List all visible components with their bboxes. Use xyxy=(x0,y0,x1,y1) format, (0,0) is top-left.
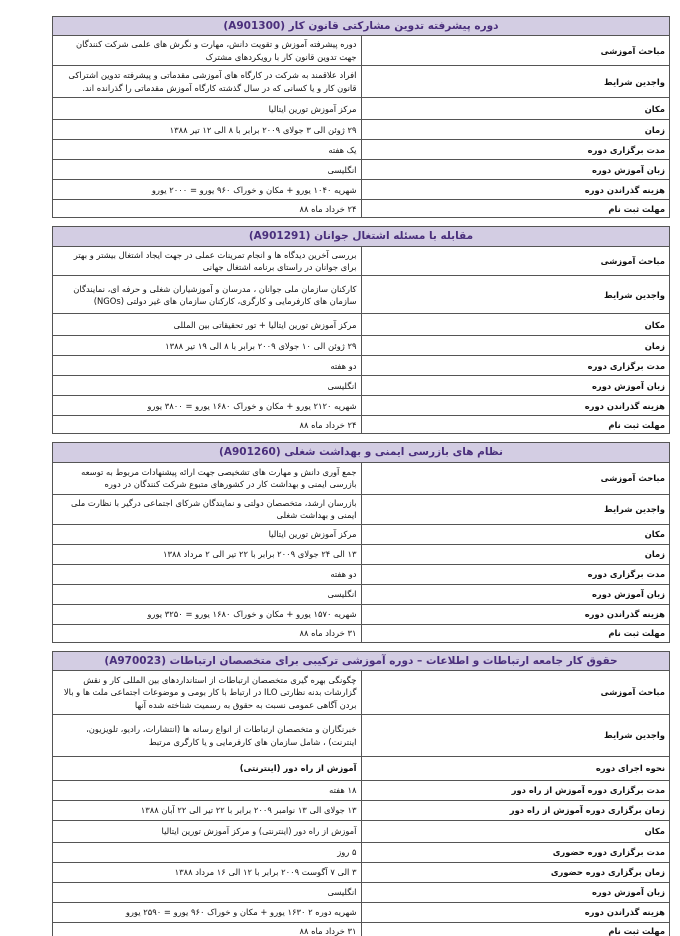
label-venue: مکان xyxy=(361,524,670,544)
label-deadline: مهلت ثبت نام xyxy=(361,200,670,218)
value-cost: شهریه ۱۰۴۰ یورو + مکان و خوراک ۹۶۰ یورو = ۲۰۰۰ یورو xyxy=(53,180,362,200)
label-topics: مباحث آموزشی xyxy=(361,246,670,276)
course-table-2 xyxy=(52,226,670,434)
label-cost: هزینه گذراندن دوره xyxy=(361,604,670,624)
value-eligibility: کارکنان سازمان ملی جوانان ، مدرسان و آموزشیاران شغلی و حرفه ای، نمایندگان سازمان های کارفرمایی و کارگری، کارکنان سازمان های غیر دولتی (NGOs) xyxy=(53,276,362,314)
course-title: مقابله با مسئله اشتغال جوانان (A901291) xyxy=(53,227,670,246)
label-distance-time: زمان برگزاری دوره آموزش از راه دور xyxy=(361,801,670,821)
value-language: انگلیسی xyxy=(53,584,362,604)
value-venue: آموزش از راه دور (اینترنتی) و مرکز آموزش تورین ایتالیا xyxy=(53,821,362,843)
value-time: ۲۹ ژوئن الی ۳ جولای ۲۰۰۹ برابر با ۸ الی ۱۲ تیر ۱۳۸۸ xyxy=(53,120,362,140)
label-cost: هزینه گذراندن دوره xyxy=(361,180,670,200)
label-time: زمان xyxy=(361,544,670,564)
label-eligibility: واجدین شرایط xyxy=(361,276,670,314)
label-language: زبان آموزش دوره xyxy=(361,584,670,604)
label-eligibility: واجدین شرایط xyxy=(361,494,670,524)
value-duration: دو هفته xyxy=(53,564,362,584)
value-topics: بررسی آخرین دیدگاه ها و انجام تمرینات عملی در جهت ایجاد اشتغال بیشتر و بهتر برای جوانان در راستای برنامه اشتغال جهانی xyxy=(53,246,362,276)
label-language: زبان آموزش دوره xyxy=(361,883,670,903)
course-table-1 xyxy=(52,16,670,218)
label-cost: هزینه گذراندن دوره xyxy=(361,903,670,923)
label-eligibility: واجدین شرایط xyxy=(361,66,670,98)
value-cost: شهریه ۱۵۷۰ یورو + مکان و خوراک ۱۶۸۰ یورو = ۳۲۵۰ یورو xyxy=(53,604,362,624)
value-deadline: ۲۴ خرداد ماه ۸۸ xyxy=(53,416,362,434)
label-distance-duration: مدت برگزاری دوره آموزش از راه دور xyxy=(361,781,670,801)
label-topics: مباحث آموزشی xyxy=(361,671,670,715)
label-cost: هزینه گذراندن دوره xyxy=(361,396,670,416)
value-topics: دوره پیشرفته آموزش و تقویت دانش، مهارت و نگرش های علمی شرکت کنندگان جهت تدوین قانون کار با رویکردهای مشترک xyxy=(53,36,362,66)
value-cost: شهریه ۲۱۲۰ یورو + مکان و خوراک ۱۶۸۰ یورو = ۳۸۰۰ یورو xyxy=(53,396,362,416)
value-time: ۱۳ الی ۲۴ جولای ۲۰۰۹ برابر با ۲۲ تیر الی ۲ مرداد ۱۳۸۸ xyxy=(53,544,362,564)
value-venue: مرکز آموزش تورین ایتالیا + تور تحقیقاتی بین المللی xyxy=(53,314,362,336)
label-venue: مکان xyxy=(361,821,670,843)
label-language: زبان آموزش دوره xyxy=(361,376,670,396)
label-language: زبان آموزش دوره xyxy=(361,160,670,180)
course-title: حقوق کار جامعه ارتباطات و اطلاعات – دوره آموزشی ترکیبی برای متخصصان ارتباطات (A970023) xyxy=(53,651,670,670)
label-mode: نحوه اجرای دوره xyxy=(361,757,670,781)
value-deadline: ۲۴ خرداد ماه ۸۸ xyxy=(53,200,362,218)
value-language: انگلیسی xyxy=(53,883,362,903)
label-duration: مدت برگزاری دوره xyxy=(361,140,670,160)
value-duration: یک هفته xyxy=(53,140,362,160)
value-deadline: ۳۱ خرداد ماه ۸۸ xyxy=(53,923,362,936)
label-eligibility: واجدین شرایط xyxy=(361,715,670,757)
value-inperson-duration: ۵ روز xyxy=(53,843,362,863)
value-cost: شهریه دوره ۲ ۱۶۳۰ یورو + مکان و خوراک ۹۶۰ یورو = ۲۵۹۰ یورو xyxy=(53,903,362,923)
value-inperson-time: ۳ الی ۷ آگوست ۲۰۰۹ برابر با ۱۲ الی ۱۶ مرداد ۱۳۸۸ xyxy=(53,863,362,883)
document-page xyxy=(52,16,670,936)
value-time: ۲۹ ژوئن الی ۱۰ جولای ۲۰۰۹ برابر با ۸ الی ۱۹ تیر ۱۳۸۸ xyxy=(53,336,362,356)
course-table-4 xyxy=(52,651,670,936)
label-deadline: مهلت ثبت نام xyxy=(361,923,670,936)
label-inperson-duration: مدت برگزاری دوره حضوری xyxy=(361,843,670,863)
value-venue: مرکز آموزش تورین ایتالیا xyxy=(53,98,362,120)
course-title: دوره پیشرفته تدوین مشارکتی قانون کار (A901300) xyxy=(53,17,670,36)
label-topics: مباحث آموزشی xyxy=(361,36,670,66)
value-topics: جمع آوری دانش و مهارت های تشخیصی جهت ارائه پیشنهادات مربوط به توسعه بازرسی ایمنی و بهداشت کار در کشورهای متبوع شرکت کنندگان در دوره xyxy=(53,462,362,494)
value-language: انگلیسی xyxy=(53,376,362,396)
label-deadline: مهلت ثبت نام xyxy=(361,624,670,642)
value-topics: چگونگی بهره گیری متخصصان ارتباطات از استانداردهای بین المللی کار و نقش گزارشات بدنه نظارتی ILO در ارتباط با کار بومی و موضوعات اجتماعی ملت ها و بالا بردن آگاهی عمومی نسبت به حقوق به رسمیت شناخته شده آنها xyxy=(53,671,362,715)
value-eligibility: بازرسان ارشد، متخصصان دولتی و نمایندگان شرکای اجتماعی درگیر با نظارت ملی ایمنی و بهداشت شغلی xyxy=(53,494,362,524)
value-eligibility: خبرنگاران و متخصصان ارتباطات از انواع رسانه ها (انتشارات، رادیو، تلویزیون، اینترنت) ، شامل سازمان های کارفرمایی و یا کارگری مرتبط xyxy=(53,715,362,757)
label-inperson-time: زمان برگزاری دوره حضوری xyxy=(361,863,670,883)
value-mode: آموزش از راه دور (اینترنتی) xyxy=(53,757,362,781)
label-venue: مکان xyxy=(361,314,670,336)
label-topics: مباحث آموزشی xyxy=(361,462,670,494)
value-distance-duration: ۱۸ هفته xyxy=(53,781,362,801)
label-deadline: مهلت ثبت نام xyxy=(361,416,670,434)
label-duration: مدت برگزاری دوره xyxy=(361,564,670,584)
value-deadline: ۳۱ خرداد ماه ۸۸ xyxy=(53,624,362,642)
label-time: زمان xyxy=(361,120,670,140)
label-duration: مدت برگزاری دوره xyxy=(361,356,670,376)
value-language: انگلیسی xyxy=(53,160,362,180)
value-duration: دو هفته xyxy=(53,356,362,376)
label-venue: مکان xyxy=(361,98,670,120)
course-table-3 xyxy=(52,442,670,642)
value-eligibility: افراد علاقمند به شرکت در کارگاه های آموزشی مقدماتی و پیشرفته تدوین اشتراکی قانون کار و یا کسانی که در سال گذشته کارگاه آموزش مقدماتی را گذرانده اند. xyxy=(53,66,362,98)
label-time: زمان xyxy=(361,336,670,356)
value-venue: مرکز آموزش تورین ایتالیا xyxy=(53,524,362,544)
value-distance-time: ۱۳ جولای الی ۱۳ نوامبر ۲۰۰۹ برابر با ۲۲ تیر الی ۲۲ آبان ۱۳۸۸ xyxy=(53,801,362,821)
course-title: نظام های بازرسی ایمنی و بهداشت شغلی (A901260) xyxy=(53,443,670,462)
